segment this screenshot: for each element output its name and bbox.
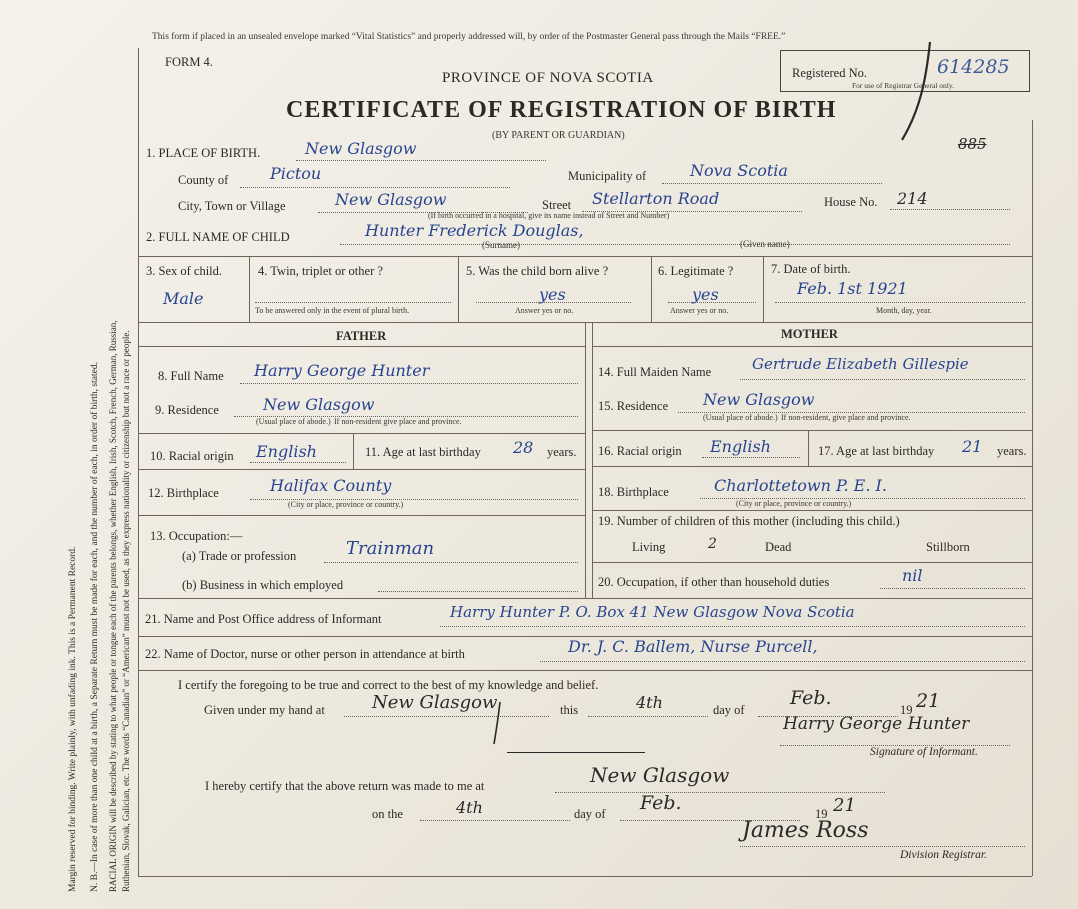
municipality-label: Municipality of bbox=[568, 169, 647, 183]
alive-note: Answer yes or no. bbox=[515, 306, 574, 315]
dead-label: Dead bbox=[765, 540, 792, 554]
dob-note: Month, day, year. bbox=[876, 306, 932, 315]
form-number: FORM 4. bbox=[165, 55, 213, 69]
father-birthplace-value: Halifax County bbox=[270, 476, 392, 495]
mother-age-label: 17. Age at last birthday bbox=[818, 444, 935, 458]
mother-residence-label: 15. Residence bbox=[598, 399, 669, 413]
registrar-month-value: Feb. bbox=[640, 792, 682, 814]
given-year-prefix: 19 bbox=[900, 703, 913, 717]
surname-note: (Surname) bbox=[482, 240, 520, 250]
city-value: New Glasgow bbox=[335, 190, 447, 209]
doctor-label: 22. Name of Doctor, nurse or other person in attendance at birth bbox=[145, 647, 465, 661]
legitimate-note: Answer yes or no. bbox=[670, 306, 729, 315]
father-nonres-note: If non-resident give place and province. bbox=[334, 417, 462, 426]
father-age-label: 11. Age at last birthday bbox=[365, 445, 481, 459]
street-value: Stellarton Road bbox=[592, 189, 720, 208]
dob-label: 7. Date of birth. bbox=[771, 262, 851, 276]
father-residence-value: New Glasgow bbox=[263, 395, 375, 414]
mother-race-value: English bbox=[710, 437, 771, 456]
father-age-years: years. bbox=[547, 445, 577, 459]
given-name-note: (Given name) bbox=[740, 239, 790, 249]
registrar-pen-stroke bbox=[880, 40, 940, 150]
father-race-value: English bbox=[256, 442, 317, 461]
father-city-note: (City or place, province or country.) bbox=[288, 500, 404, 509]
place-of-birth-value: New Glasgow bbox=[305, 139, 417, 158]
living-label: Living bbox=[632, 540, 666, 554]
registrar-signature: James Ross bbox=[742, 818, 869, 843]
sex-label: 3. Sex of child. bbox=[146, 264, 223, 278]
county-value: Pictou bbox=[270, 164, 322, 183]
county-label: County of bbox=[178, 173, 229, 187]
doctor-value: Dr. J. C. Ballem, Nurse Purcell, bbox=[568, 637, 818, 656]
registrar-day-value: 4th bbox=[456, 798, 483, 817]
mother-nonres-note: If non-resident, give place and province. bbox=[781, 413, 911, 422]
twin-label: 4. Twin, triplet or other ? bbox=[258, 264, 383, 278]
mother-heading: MOTHER bbox=[781, 327, 838, 341]
child-name-value: Hunter Frederick Douglas, bbox=[365, 221, 584, 240]
mother-age-value: 21 bbox=[962, 437, 983, 456]
mother-occupation-label: 20. Occupation, if other than household duties bbox=[598, 575, 830, 589]
registered-label: Registered No. bbox=[792, 66, 867, 80]
given-month-value: Feb. bbox=[790, 687, 832, 709]
page-title: CERTIFICATE OF REGISTRATION OF BIRTH bbox=[286, 97, 837, 123]
margin-note-3: RACIAL ORIGIN will be described by stating to what people or tongue each of the parents belongs, whether English, Irish, Scotch, French, German, Russian, bbox=[108, 320, 118, 892]
mail-notice: This form if placed in an unsealed envelope marked “Vital Statistics” and properly addressed will, by order of the Postmaster General pass through the Mails “FREE.” bbox=[152, 32, 786, 42]
mother-abode-note: (Usual place of abode.) bbox=[703, 413, 778, 422]
mother-age-years: years. bbox=[997, 444, 1027, 458]
father-heading: FATHER bbox=[336, 329, 387, 343]
registered-note: For use of Registrar General only. bbox=[852, 81, 954, 90]
father-abode-note: (Usual place of abode.) bbox=[256, 417, 331, 426]
father-race-label: 10. Racial origin bbox=[150, 449, 234, 463]
mother-birthplace-value: Charlottetown P. E. I. bbox=[714, 476, 887, 495]
business-label: (b) Business in which employed bbox=[182, 578, 344, 592]
registrar-place-value: New Glasgow bbox=[590, 763, 730, 787]
registered-number: 614285 bbox=[937, 56, 1010, 78]
father-name-label: 8. Full Name bbox=[158, 369, 224, 383]
registrar-year-prefix: 19 bbox=[815, 807, 828, 821]
alive-value: yes bbox=[539, 285, 566, 304]
children-label: 19. Number of children of this mother (including this child.) bbox=[598, 514, 900, 528]
twin-note: To be answered only in the event of plural birth. bbox=[255, 306, 410, 315]
house-label: House No. bbox=[824, 195, 878, 209]
this-label: this bbox=[560, 703, 579, 717]
legitimate-label: 6. Legitimate ? bbox=[658, 264, 734, 278]
child-name-label: 2. FULL NAME OF CHILD bbox=[146, 230, 290, 244]
hospital-note: (If birth occurred in a hospital, give its name instead of Street and Number) bbox=[428, 211, 670, 220]
alive-label: 5. Was the child born alive ? bbox=[466, 264, 609, 278]
informant-label: 21. Name and Post Office address of Informant bbox=[145, 612, 382, 626]
mother-name-value: Gertrude Elizabeth Gillespie bbox=[752, 355, 969, 373]
mother-name-label: 14. Full Maiden Name bbox=[598, 365, 712, 379]
dob-value: Feb. 1st 1921 bbox=[797, 279, 908, 298]
father-name-value: Harry George Hunter bbox=[254, 361, 430, 380]
certify-text: I certify the foregoing to be true and correct to the best of my knowledge and belief. bbox=[178, 678, 599, 692]
given-under-label: Given under my hand at bbox=[204, 703, 325, 717]
registrar-day-of-label: day of bbox=[574, 807, 606, 821]
registered-code: 885 bbox=[958, 135, 987, 153]
given-day-of-label: day of bbox=[713, 703, 745, 717]
house-value: 214 bbox=[897, 189, 928, 208]
informant-value: Harry Hunter P. O. Box 41 New Glasgow Nova Scotia bbox=[450, 603, 855, 621]
given-year-value: 21 bbox=[916, 690, 941, 712]
informant-signature-label: Signature of Informant. bbox=[870, 746, 978, 758]
living-value: 2 bbox=[708, 536, 717, 552]
occupation-label: 13. Occupation:— bbox=[150, 529, 243, 543]
mother-occupation-value: nil bbox=[902, 566, 923, 585]
mother-race-label: 16. Racial origin bbox=[598, 444, 682, 458]
trade-value: Trainman bbox=[346, 538, 435, 559]
margin-note-4: Ruthenian, Slovak, Galician, etc. The words “Canadian” or “American” must not be used, as they express nationality or citizenship but not a race or people. bbox=[121, 330, 131, 892]
father-residence-label: 9. Residence bbox=[155, 403, 219, 417]
place-of-birth-label: 1. PLACE OF BIRTH. bbox=[146, 146, 261, 160]
father-birthplace-label: 12. Birthplace bbox=[148, 486, 219, 500]
city-label: City, Town or Village bbox=[178, 199, 286, 213]
signature-flourish bbox=[488, 700, 558, 750]
given-day-value: 4th bbox=[636, 693, 663, 712]
legitimate-value: yes bbox=[692, 285, 719, 304]
given-place-value: New Glasgow bbox=[372, 692, 498, 713]
trade-label: (a) Trade or profession bbox=[182, 549, 297, 563]
registrar-year-value: 21 bbox=[833, 795, 856, 816]
mother-city-note: (City or place, province or country.) bbox=[736, 499, 852, 508]
page-subtitle: (BY PARENT OR GUARDIAN) bbox=[492, 130, 625, 141]
registrar-certify-text: I hereby certify that the above return was made to me at bbox=[205, 779, 485, 793]
on-the-label: on the bbox=[372, 807, 403, 821]
father-age-value: 28 bbox=[513, 438, 534, 457]
municipality-value: Nova Scotia bbox=[690, 161, 788, 180]
mother-birthplace-label: 18. Birthplace bbox=[598, 485, 669, 499]
mother-residence-value: New Glasgow bbox=[703, 390, 815, 409]
margin-note-2: N. B.—In case of more than one child at a birth, a Separate Return must be made for each, and the number of each, in order of birth, stated. bbox=[90, 362, 100, 892]
stillborn-label: Stillborn bbox=[926, 540, 970, 554]
informant-signature: Harry George Hunter bbox=[783, 714, 970, 734]
street-label: Street bbox=[542, 198, 572, 212]
province-heading: PROVINCE OF NOVA SCOTIA bbox=[442, 70, 654, 86]
margin-note-1: Margin reserved for binding. Write plainly, with unfading ink. This is a Permanent Record. bbox=[68, 546, 78, 892]
sex-value: Male bbox=[163, 289, 204, 308]
registrar-signature-label: Division Registrar. bbox=[900, 849, 987, 861]
